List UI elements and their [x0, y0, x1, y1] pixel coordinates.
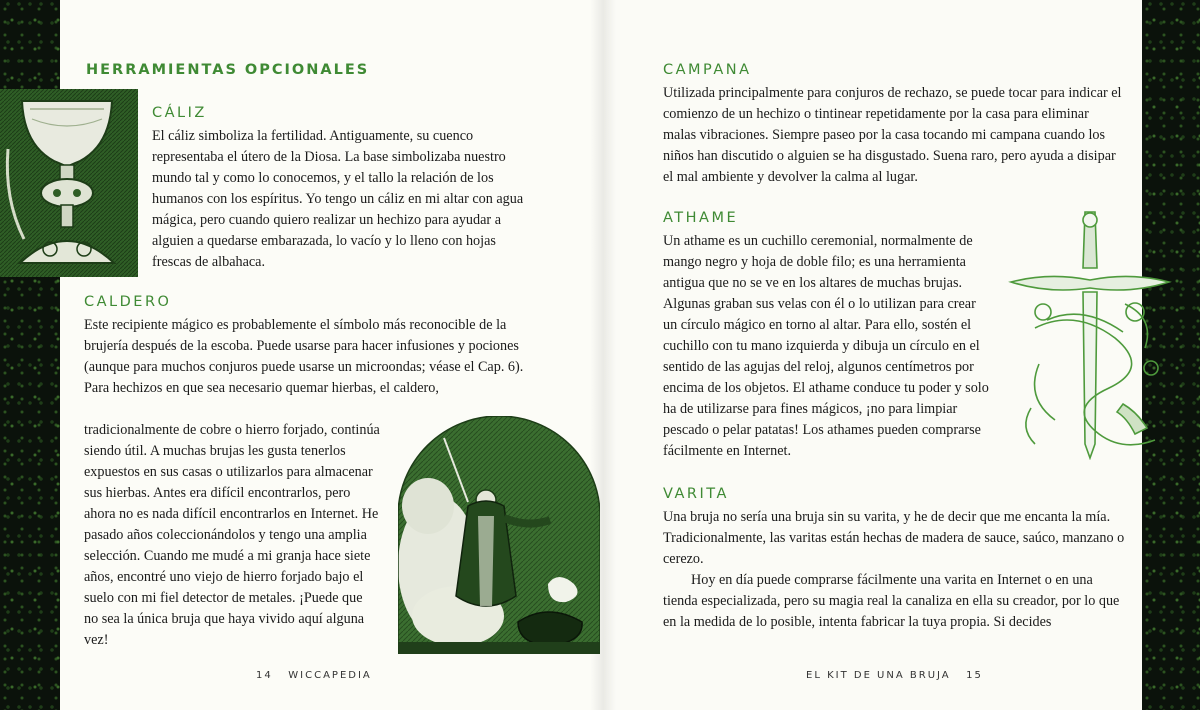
varita-paragraph-1: Una bruja no sería una bruja sin su varita, y he de decir que me encanta la mía. Tradicionalmente, las varitas están hechas de madera de sauce, saúco, manzano o cerezo. [663, 509, 1125, 567]
witch-cauldron-illustration [398, 416, 600, 654]
caldero-paragraph-narrow: tradicionalmente de cobre o hierro forjado, continúa siendo útil. A muchas brujas les gusta tenerlos expuestos en sus casas o utilizarlos para almacenar sus hierbas. Antes era difícil encontrarlos, pero ahora no es nada difícil encontrarlos en Internet. He pasado años coleccionándolos y tengo una amplia selección. Cuando me mudé a mi granja hace siete años, encontré uno viejo de hierro forjado bajo el suelo con mi fiel detector de metales. ¡Puede que no sea la única bruja que haya vivido aquí alguna vez! [84, 422, 380, 648]
chalice-illustration [0, 89, 138, 277]
athame-snake-illustration [1005, 208, 1172, 460]
right-footer [806, 670, 983, 681]
section-heading: HERRAMIENTAS OPCIONALES [86, 62, 370, 78]
varita-paragraph-2: Hoy en día puede comprarse fácilmente una varita en Internet o en una tienda especializada, pero su magia real la canaliza en ella su creador, por lo que en la medida de lo posible, intenta fabricar la tuya propia. Si decides [663, 572, 1120, 630]
caldero-title: CALDERO [84, 294, 172, 310]
campana-paragraph: Utilizada principalmente para conjuros de rechazo, se puede tocar para indicar el comienzo de un hechizo o tintinear repetidamente por la casa para eliminar malas vibraciones. Siempre paseo por la casa tocando mi campana cuando los niños han discutido o alguien se ha disgustado. Suena raro, pero ayuda a disipar el mal ambiente y devolver la calma al lugar. [663, 85, 1122, 185]
campana-title: CAMPANA [663, 62, 752, 78]
left-book-title: WICCAPEDIA [288, 670, 372, 681]
caldero-paragraph-wide: Este recipiente mágico es probablemente el símbolo más reconocible de la brujería después de la escoba. Puede usarse para hacer infusiones y pociones (aunque para muchos conjuros puede usarse un microondas; véase el Cap. 6). Para hechizos en que sea necesario quemar hierbas, el caldero, [84, 317, 524, 396]
caliz-paragraph: El cáliz simboliza la fertilidad. Antiguamente, su cuenco representaba el útero de la Diosa. La base simbolizaba nuestro mundo tal y como lo conocemos, y el tallo la relación de los humanos con los espíritus. Yo tengo un cáliz en mi altar con agua mágica, pero cuando quiero realizar un hechizo para ayudar a alguien a quedarse embarazada, lo vacío y lo lleno con hojas frescas de albahaca. [152, 128, 524, 270]
right-page-number: 15 [966, 670, 983, 681]
left-page-number: 14 [256, 670, 273, 681]
varita-title: VARITA [663, 486, 729, 502]
caliz-title: CÁLIZ [152, 105, 207, 121]
left-footer [256, 670, 372, 681]
athame-title: ATHAME [663, 210, 739, 226]
athame-paragraph: Un athame es un cuchillo ceremonial, normalmente de mango negro y hoja de doble filo; es una herramienta antigua que no se ve en los altares de muchas brujas. Algunas graban sus velas con él o lo utilizan para crear un círculo mágico en torno al altar. Para ello, sostén el cuchillo con tu mano izquierda y dibuja un círculo en el sentido de las agujas del reloj, algunos centímetros por encima de los objetos. El athame conduce tu poder y solo ha de utilizarse para fines mágicos, ¡no para limpiar pescado o pelar patatas! Los athames pueden comprarse fácilmente en Internet. [663, 233, 989, 459]
right-chapter-title: EL KIT DE UNA BRUJA [806, 670, 951, 681]
